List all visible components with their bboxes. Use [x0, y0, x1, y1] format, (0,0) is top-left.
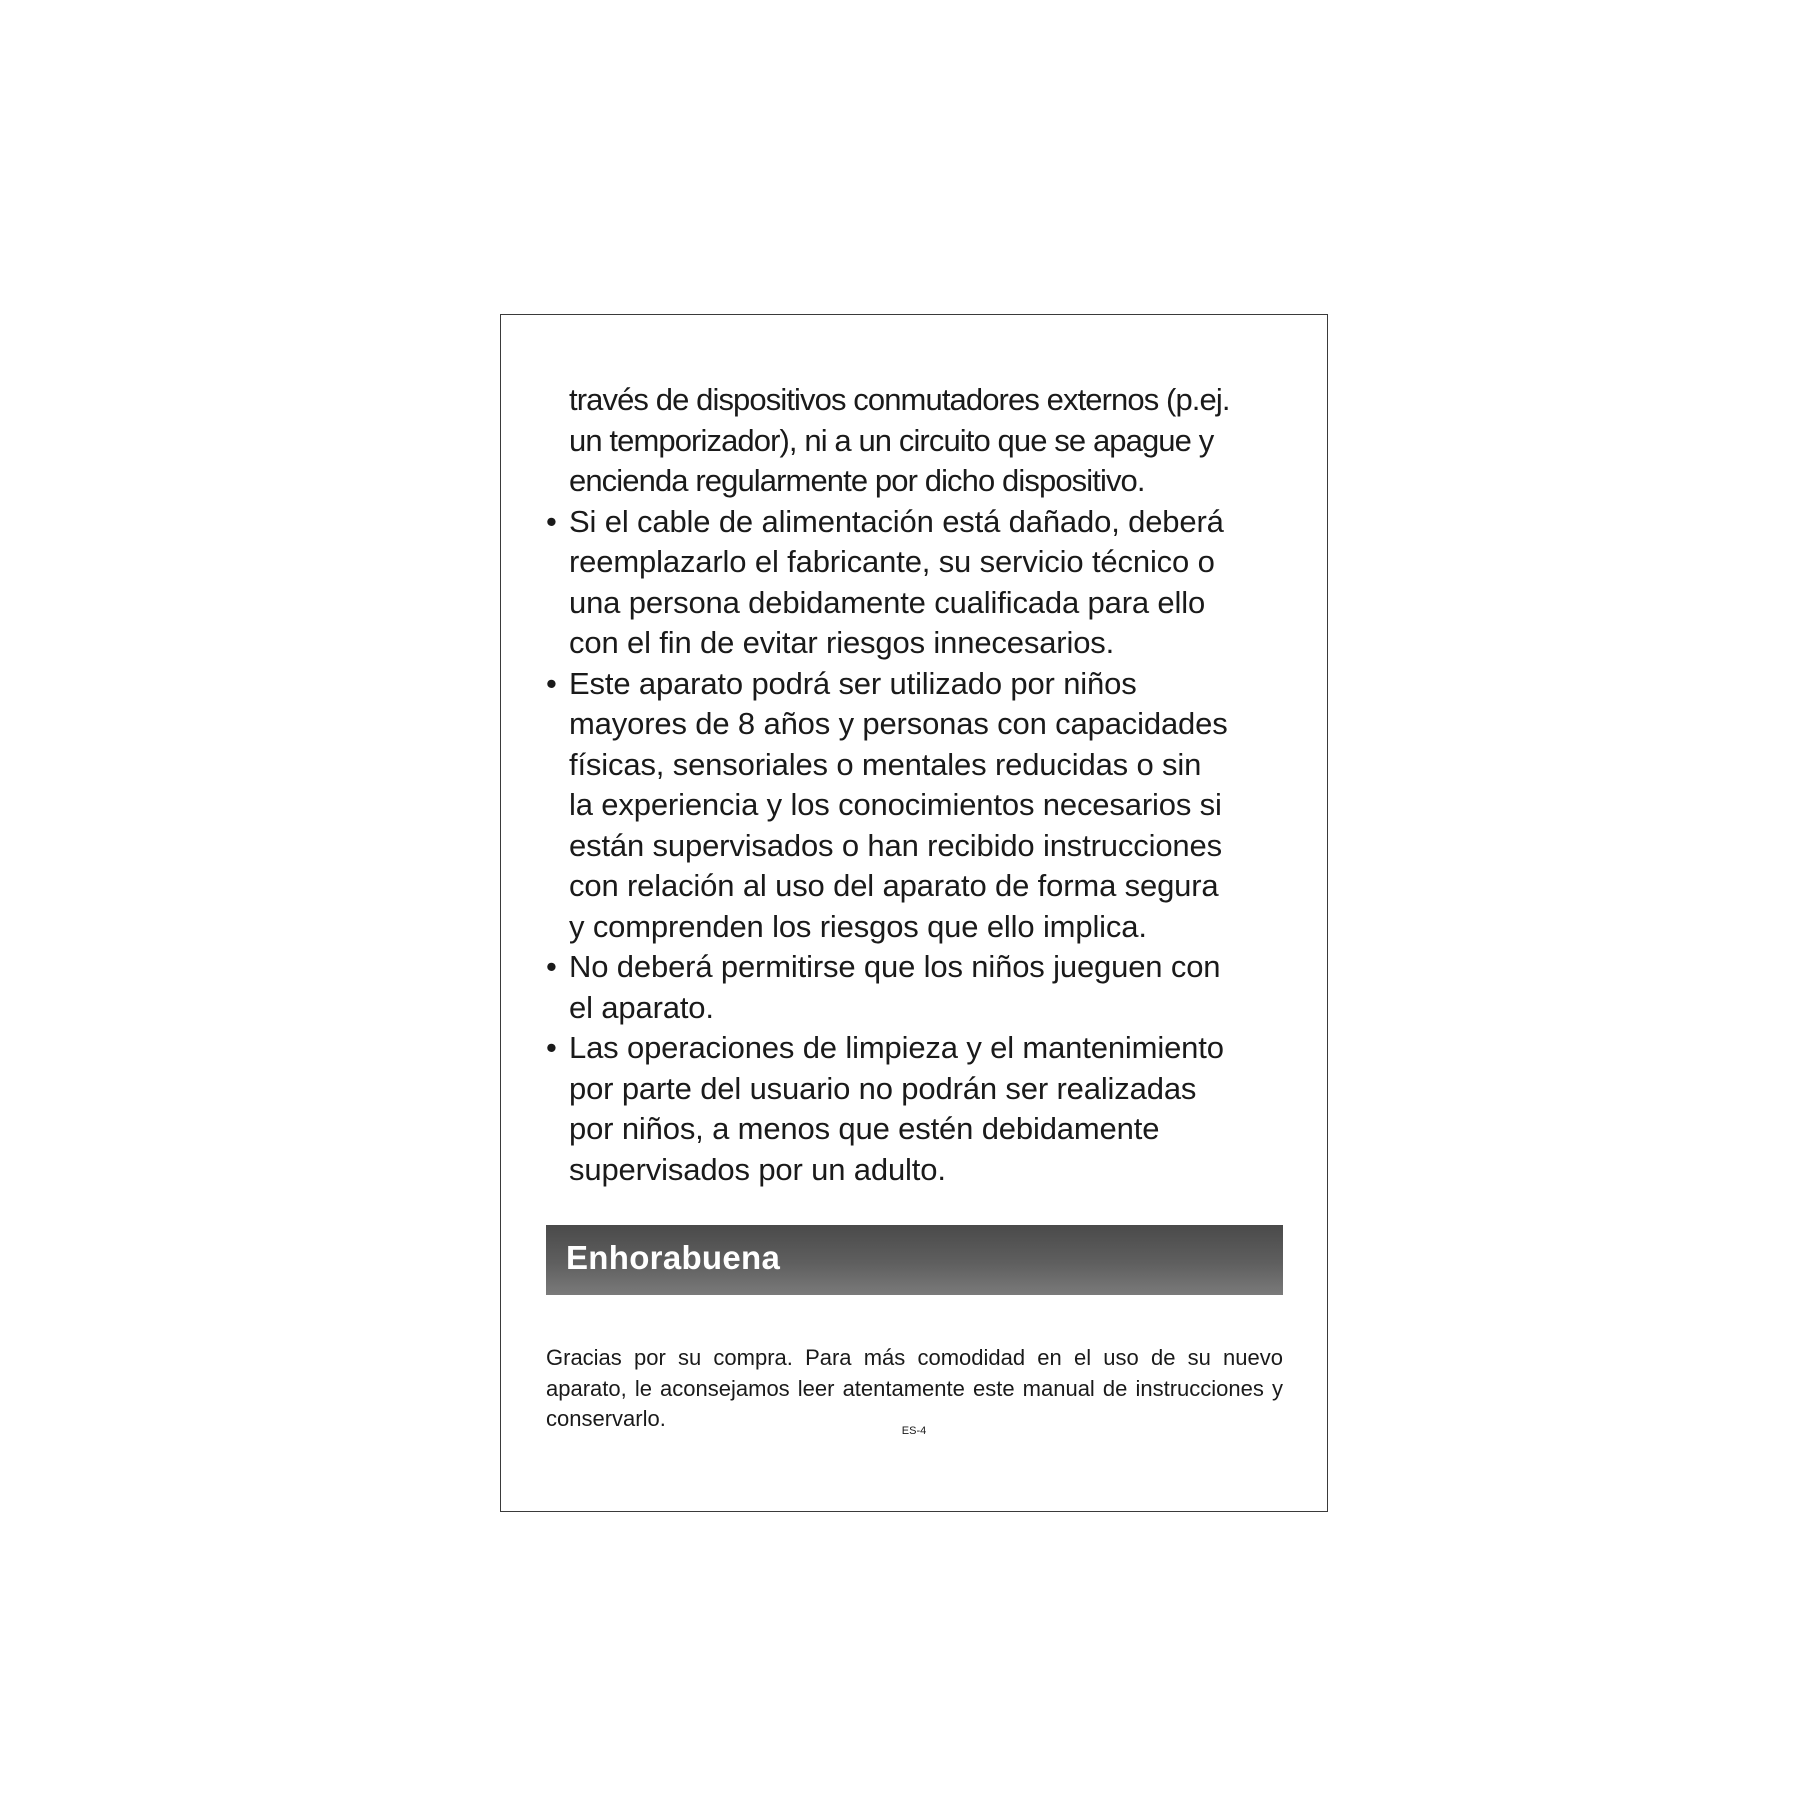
- bullet-line: Si el cable de alimentación está dañado, deberá: [569, 503, 1224, 539]
- bullet-line: una persona debidamente cualificada para ello: [569, 584, 1206, 620]
- bullet-line: Las operaciones de limpieza y el mantenimiento: [569, 1030, 1224, 1065]
- bullet-line: reemplazarlo el fabricante, su servicio técnico o: [569, 544, 1215, 579]
- bullet-line: están supervisados o han recibido instrucciones: [569, 827, 1222, 863]
- bullet-icon: •: [546, 665, 557, 701]
- section-heading-bar: [546, 1225, 1283, 1295]
- safety-instructions: [546, 380, 1282, 1190]
- bullet-line: la experiencia y los conocimientos necesarios si: [569, 787, 1222, 822]
- bullet-item-power-cable: [546, 502, 1282, 664]
- bullet-line: supervisados por un adulto.: [569, 1151, 946, 1187]
- bullet-line: Este aparato podrá ser utilizado por niños: [569, 665, 1137, 701]
- bullet-line: por niños, a menos que estén debidamente: [569, 1111, 1160, 1146]
- bullet-line: No deberá permitirse que los niños jueguen con: [569, 949, 1221, 984]
- bullet-icon: •: [546, 949, 557, 984]
- bullet-item-children-play: [546, 947, 1282, 1028]
- bullet-line: mayores de 8 años y personas con capacidades: [569, 706, 1228, 741]
- bullet-line: con el fin de evitar riesgos innecesarios.: [569, 625, 1115, 660]
- intro-paragraph: [546, 380, 1282, 502]
- page-number: ES-4: [901, 1425, 927, 1437]
- manual-page: [500, 314, 1328, 1512]
- bullet-line: físicas, sensoriales o mentales reducidas o sin: [569, 746, 1202, 782]
- intro-line: encienda regularmente por dicho dispositivo.: [569, 463, 1145, 498]
- bullet-line: con relación al uso del aparato de forma segura: [569, 868, 1219, 903]
- bullet-item-children-usage: [546, 664, 1282, 948]
- bullet-icon: •: [546, 1030, 557, 1065]
- bullet-line: y comprenden los riesgos que ello implica.: [569, 908, 1147, 944]
- thanks-paragraph: Gracias por su compra. Para más comodidad en el uso de su nuevo aparato, le aconsejamos leer atentamente este manual de instrucciones y conservarlo.: [546, 1345, 1283, 1431]
- bullet-item-cleaning: [546, 1028, 1282, 1190]
- intro-line: través de dispositivos conmutadores externos (p.ej.: [569, 382, 1230, 417]
- section-title: Enhorabuena: [566, 1239, 781, 1276]
- intro-line: un temporizador), ni a un circuito que se apague y: [569, 422, 1214, 458]
- bullet-icon: •: [546, 503, 557, 539]
- bullet-line: el aparato.: [569, 989, 714, 1025]
- bullet-line: por parte del usuario no podrán ser realizadas: [569, 1070, 1197, 1106]
